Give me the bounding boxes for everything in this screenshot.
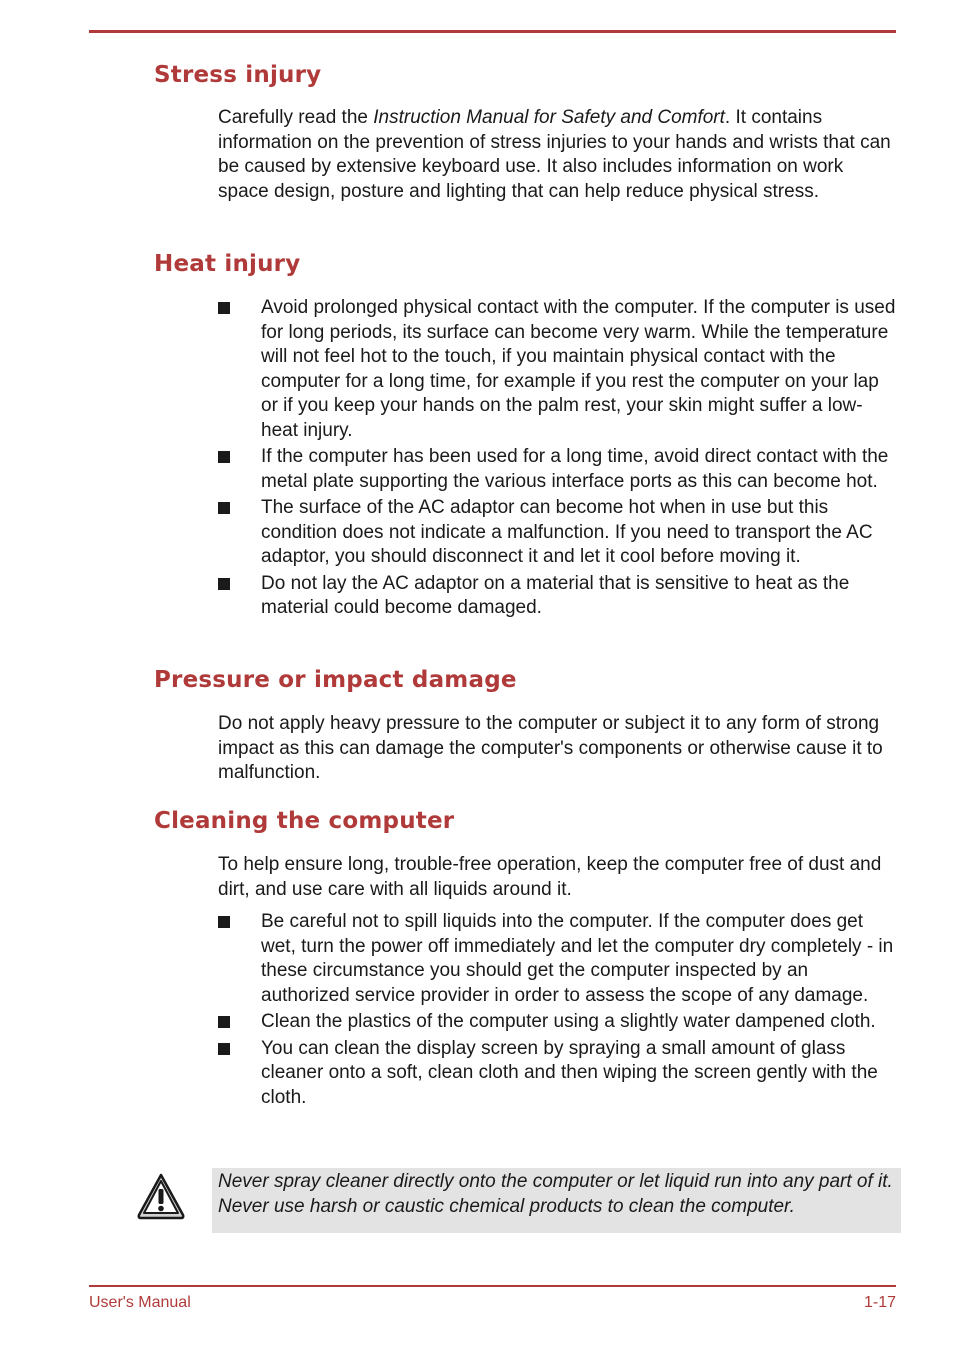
paragraph-pressure-damage: Do not apply heavy pressure to the computer or subject it to any form of strong impact as this can damage the computer's components or otherwise cause it to malfunction. [218,713,883,783]
list-item [218,496,898,570]
bullet-square-icon [218,578,230,590]
paragraph-stress-injury [218,106,898,204]
list-item-text: Be careful not to spill liquids into the computer. If the computer does get wet, turn the power off immediately and let the computer dry completely - in these circumstance you should get the computer inspected by an authorized service provider in order to assess the scope of any damage. [261,911,894,1006]
manual-title-emphasis: Instruction Manual for Safety and Comfort [373,107,725,128]
list-item [218,445,898,494]
heading-heat-injury: Heat injury [154,251,301,277]
list-item-text: Clean the plastics of the computer using a slightly water dampened cloth. [261,1011,876,1032]
paragraph-text-end: . It contains information on the prevention of stress injuries to your hands and wrists that can be caused by extensive keyboard use. It also includes information on work space design, posture and lighting that can help reduce physical stress. [218,107,891,202]
warning-triangle-icon [135,1170,187,1222]
page-number: 1-17 [863,1294,896,1311]
warning-note [212,1168,901,1233]
bullet-square-icon [218,502,230,514]
footer-manual-title: User's Manual [89,1294,191,1311]
paragraph-cleaning-computer: To help ensure long, trouble-free operation, keep the computer free of dust and dirt, and use care with all liquids around it. [218,854,882,900]
paragraph-text-start: Carefully read the [218,107,374,128]
heading-pressure-damage: Pressure or impact damage [154,667,517,693]
warning-note-text: Never spray cleaner directly onto the computer or let liquid run into any part of it. Never use harsh or caustic chemical products to clean the computer. [218,1171,893,1217]
heading-cleaning-computer: Cleaning the computer [154,808,455,834]
list-item-text: If the computer has been used for a long time, avoid direct contact with the metal plate supporting the various interface ports as this can become hot. [261,446,889,492]
list-item [218,910,898,1008]
list-item-text: Do not lay the AC adaptor on a material that is sensitive to heat as the material could become damaged. [261,572,850,618]
cleaning-list [218,910,898,1112]
list-item-text: Avoid prolonged physical contact with the computer. If the computer is used for long periods, its surface can become very warm. While the temperature will not feel hot to the touch, if you maintain physical contact with the computer for a long time, for example if you rest the computer on your lap or if you keep your hands on the palm rest, your skin might suffer a low-heat injury. [261,297,896,441]
bullet-square-icon [218,916,230,928]
footer-rule [89,1285,896,1287]
bullet-square-icon [218,451,230,463]
header-rule [89,30,896,33]
heat-injury-list [218,296,898,623]
list-item-text: You can clean the display screen by spraying a small amount of glass cleaner onto a soft, clean cloth and then wiping the screen gently with the cloth. [261,1037,878,1108]
list-item [218,1037,898,1111]
list-item-text: The surface of the AC adaptor can become hot when in use but this condition does not indicate a malfunction. If you need to transport the AC adaptor, you should disconnect it and let it cool before moving it. [261,497,873,567]
bullet-square-icon [218,1016,230,1028]
bullet-square-icon [218,1043,230,1055]
bullet-square-icon [218,302,230,314]
heading-stress-injury: Stress injury [154,62,322,88]
list-item [218,1010,898,1035]
list-item [218,296,898,443]
list-item [218,572,898,621]
